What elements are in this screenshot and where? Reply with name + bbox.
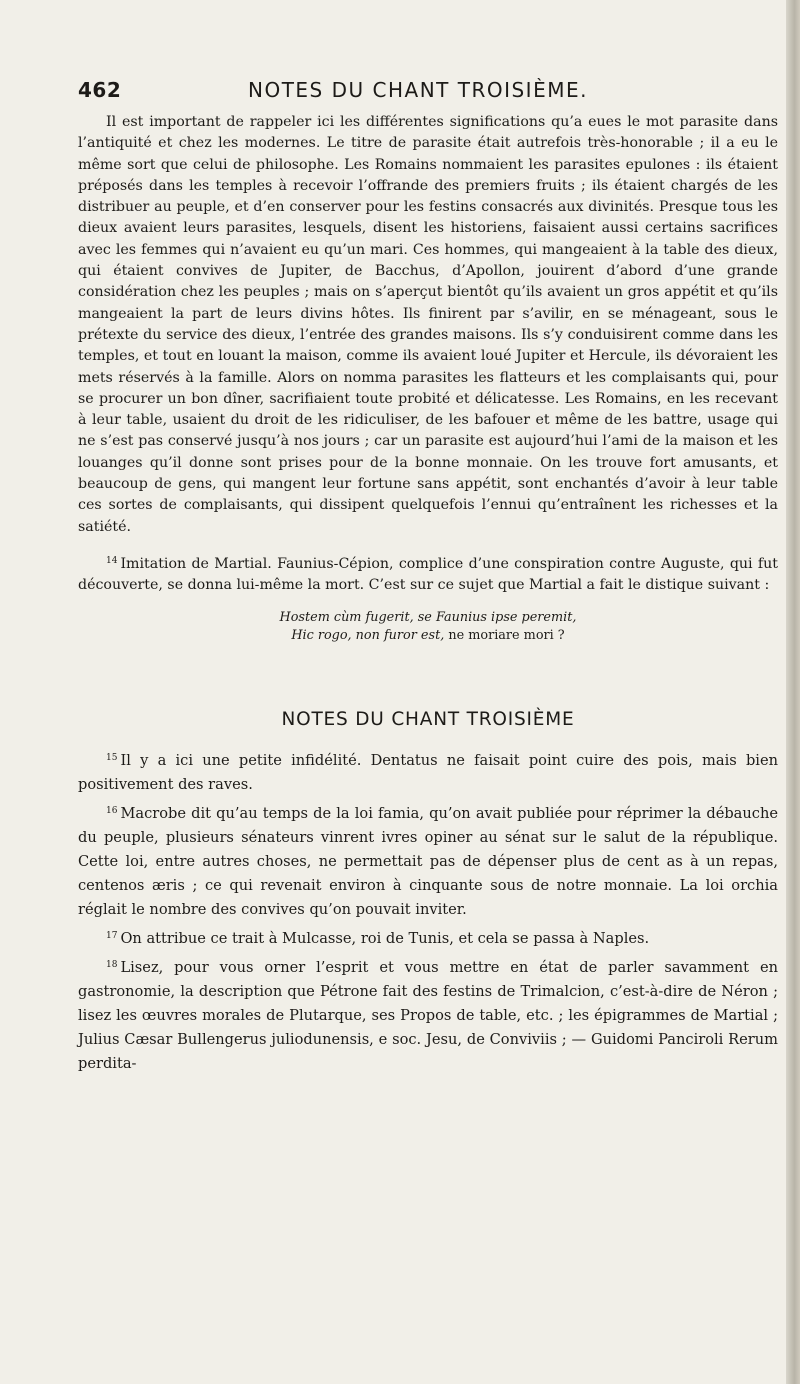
verse-line-2 — [78, 627, 778, 645]
running-head: NOTES DU CHANT TROISIÈME. — [248, 78, 588, 102]
page-number: 462 — [78, 78, 122, 102]
note-number: 17 — [106, 930, 118, 941]
verse-line-2-latin: Hic rogo, non furor est, — [291, 627, 445, 643]
note-17 — [78, 924, 778, 951]
note-text: Imitation de Martial. Faunius-Cépion, complice d’une conspiration contre Auguste, qui fut découverte, se donna lui-même la mort. C’est sur ce sujet que Martial a fait le distique suivant : — [78, 555, 778, 594]
latin-distich — [78, 609, 778, 645]
note-number: 16 — [106, 805, 118, 816]
verse-line-2-tail: ne moriare mori ? — [448, 627, 565, 643]
note-number: 15 — [106, 752, 118, 763]
notes-list — [78, 746, 778, 1076]
note-text: On attribue ce trait à Mulcasse, roi de Tunis, et cela se passa à Naples. — [120, 929, 650, 947]
note-18 — [78, 953, 778, 1076]
note-number: 14 — [106, 555, 118, 566]
page-edge-shadow — [786, 0, 800, 1384]
note-number: 18 — [106, 959, 118, 970]
note-text: Macrobe dit qu’au temps de la loi famia, qu’on avait publiée pour réprimer la débauche du peuple, plusieurs sénateurs vinrent ivres opiner au sénat sur le salut de la république. Cette loi, entre autres choses, ne permettait pas de dépenser plus de cent as à un repas, centenos æris ; ce qui revenait environ à cinquante sous de notre monnaie. La loi orchia réglait le nombre des convives qu’on pouvait inviter. — [78, 804, 778, 918]
note-text: Lisez, pour vous orner l’esprit et vous mettre en état de parler savamment en gastronomie, la description que Pétrone fait des festins de Trimalcion, c’est-à-dire de Néron ; lisez les œuvres morales de Plutarque, ses Propos de table, etc. ; les épigrammes de Martial ; Julius Cæsar Bullengerus juliodunensis, e soc. Jesu, de Conviviis ; — Guidomi Panciroli Rerum perdita- — [78, 958, 778, 1072]
section-title: NOTES DU CHANT TROISIÈME — [281, 708, 575, 730]
note-text: Il y a ici une petite infidélité. Dentatus ne faisait point cuire des pois, mais bien positivement des raves. — [78, 751, 778, 793]
book-page — [78, 60, 778, 1078]
note-16 — [78, 799, 778, 922]
note-15 — [78, 746, 778, 797]
paragraph-parasite: Il est important de rappeler ici les différentes significations qu’a eues le mot parasite dans l’antiquité et chez les modernes. Le titre de parasite était autrefois très-honorable ; il a eu le même sort que celui de philosophe. Les Romains nommaient les parasites epulones : ils étaient préposés dans les temples à recevoir l’offrande des premiers fruits ; ils étaient chargés de les distribuer au peuple, et d’en conserver pour les festins consacrés aux divinités. Presque tous les dieux avaient leurs parasites, lesquels, disent les historiens, faisaient aussi certains sacrifices avec les femmes qui n’avaient eu qu’un mari. Ces hommes, qui mangeaient à la table des dieux, qui étaient convives de Jupiter, de Bacchus, d’Apollon, jouirent d’abord d’une grande considération chez les peuples ; mais on s’aperçut bientôt qu’ils avaient un gros appétit et qu’ils mangeaient la part de leurs divins hôtes. Ils finirent par s’avilir, en se ménageant, sous le prétexte du service des dieux, l’entrée des grandes maisons. Ils s’y conduisirent comme dans les temples, et tout en louant la maison, comme ils avaient loué Jupiter et Hercule, ils dévoraient les mets réservés à la famille. Alors on nomma parasites les flatteurs et les complaisants qui, pour se procurer un bon dîner, sacrifiaient toute probité et délicatesse. Les Romains, en les recevant à leur table, usaient du droit de les ridiculiser, de les bafouer et même de les battre, usage qui ne s’est pas conservé jusqu’à nos jours ; car un parasite est aujourd’hui l’ami de la maison et les louanges qu’il donne sont prises pour de la bonne monnaie. On les trouve fort amusants, et beaucoup de gens, qui mangent leur fortune sans appétit, sont enchantés d’avoir à leur table ces sortes de complaisants, qui dissipent quelquefois l’ennui qu’entraînent les richesses et la satiété. — [78, 114, 778, 535]
verse-line-1: Hostem cùm fugerit, se Faunius ipse peremit, — [279, 609, 577, 625]
notes-top — [78, 112, 778, 597]
page-header — [78, 60, 778, 100]
note-14 — [78, 551, 778, 597]
